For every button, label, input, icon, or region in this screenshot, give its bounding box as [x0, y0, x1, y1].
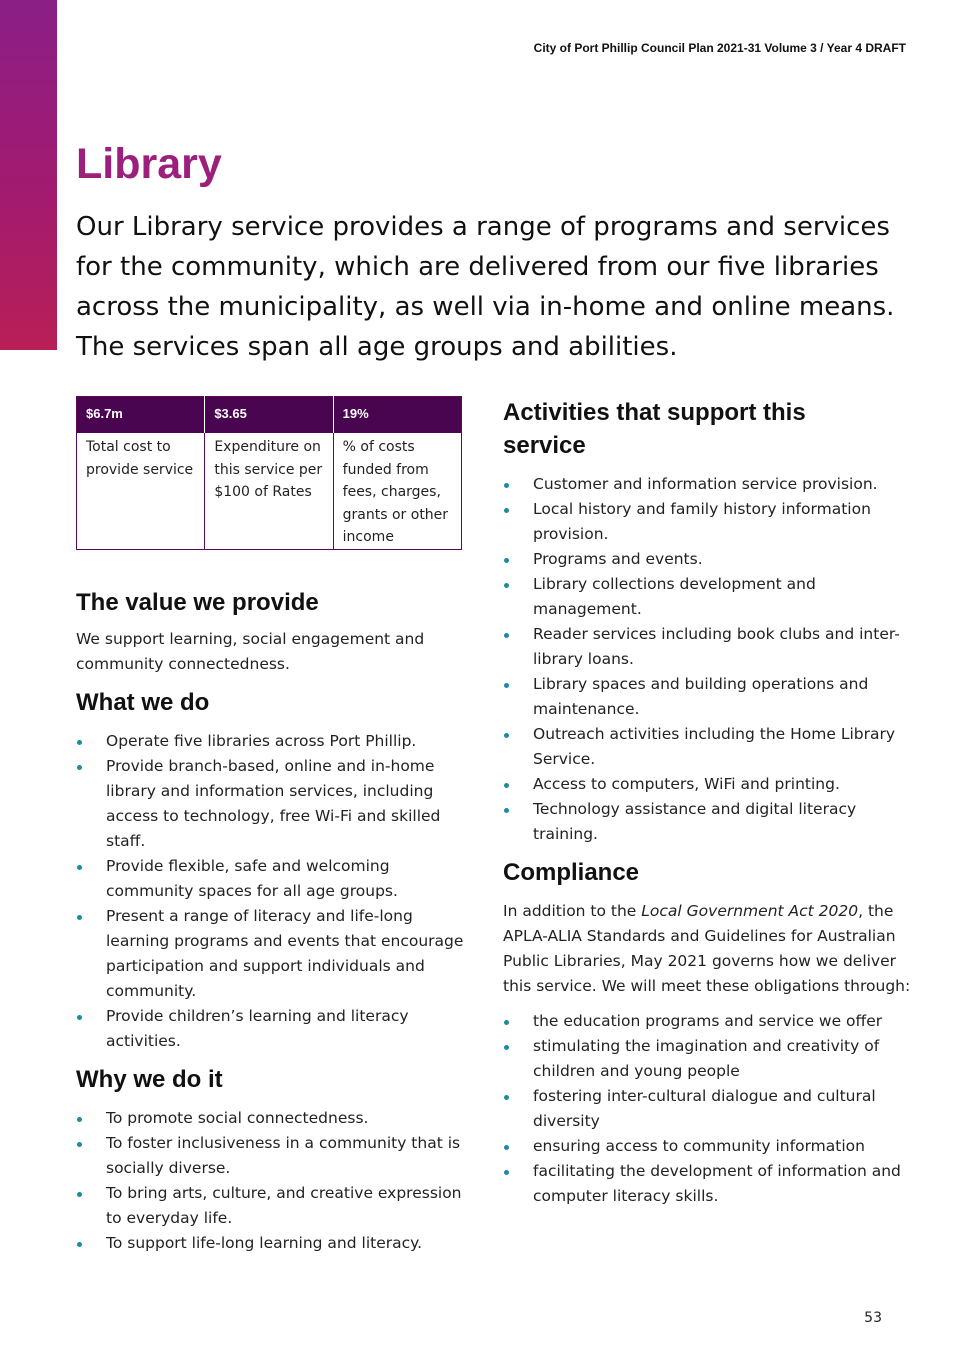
page-number: 53 — [864, 1310, 882, 1326]
value-heading: The value we provide — [76, 588, 319, 616]
right-column — [503, 396, 913, 1209]
list-item: Operate five libraries across Port Phillip. — [76, 729, 476, 754]
list-item: To promote social connectedness. — [76, 1106, 476, 1131]
decorative-side-bar — [0, 0, 57, 350]
list-item: Provide branch-based, online and in-home library and information services, including access to technology, free Wi-Fi and skilled staff. — [76, 754, 476, 854]
page-title: Library — [76, 140, 222, 188]
list-item: To support life-long learning and literacy. — [76, 1231, 476, 1256]
list-item: Programs and events. — [503, 547, 913, 572]
activities-heading: Activities that support this service — [503, 399, 806, 459]
compliance-text-start: In addition to the — [503, 902, 642, 920]
list-item: fostering inter-cultural dialogue and cultural diversity — [503, 1084, 913, 1134]
list-item: Present a range of literacy and life-long learning programs and events that encourage participation and support individuals and community. — [76, 904, 476, 1004]
list-item: ensuring access to community information — [503, 1134, 913, 1159]
stat-value-expenditure: $3.65 — [205, 397, 333, 434]
what-heading: What we do — [76, 688, 210, 716]
what-list — [76, 729, 476, 1054]
intro-paragraph: Our Library service provides a range of programs and services for the community, which are delivered from our five libraries across the municipality, as well via in-home and online means. The services span all age groups and abilities. — [76, 212, 895, 362]
compliance-list — [503, 1009, 913, 1209]
why-list — [76, 1106, 476, 1256]
activities-list — [503, 472, 913, 847]
list-item: To foster inclusiveness in a community that is socially diverse. — [76, 1131, 476, 1181]
stat-desc-funded: % of costs funded from fees, charges, grants or other income — [333, 433, 461, 549]
stat-value-cost: $6.7m — [77, 397, 205, 434]
compliance-heading: Compliance — [503, 859, 640, 886]
why-heading: Why we do it — [76, 1065, 223, 1093]
value-text: We support learning, social engagement and community connectedness. — [76, 629, 425, 673]
list-item: Library collections development and management. — [503, 572, 913, 622]
stat-value-funded: 19% — [333, 397, 461, 434]
list-item: Library spaces and building operations and maintenance. — [503, 672, 913, 722]
list-item: Reader services including book clubs and inter-library loans. — [503, 622, 913, 672]
compliance-text — [503, 899, 913, 999]
list-item: facilitating the development of information and computer literacy skills. — [503, 1159, 913, 1209]
list-item: Local history and family history information provision. — [503, 497, 913, 547]
list-item: To bring arts, culture, and creative expression to everyday life. — [76, 1181, 476, 1231]
running-header: City of Port Phillip Council Plan 2021-31 Volume 3 / Year 4 DRAFT — [533, 41, 906, 55]
stat-desc-cost: Total cost to provide service — [86, 439, 194, 478]
list-item: Provide flexible, safe and welcoming community spaces for all age groups. — [76, 854, 476, 904]
left-column — [76, 396, 476, 1256]
list-item: the education programs and service we offer — [503, 1009, 913, 1034]
list-item: Access to computers, WiFi and printing. — [503, 772, 913, 797]
list-item: Outreach activities including the Home Library Service. — [503, 722, 913, 772]
compliance-text-end: , the APLA-ALIA Standards and Guidelines for Australian Public Libraries, May 2021 governs how we deliver this service. We will meet these obligations through: — [503, 902, 911, 995]
stats-table — [76, 396, 462, 550]
list-item: Customer and information service provision. — [503, 472, 913, 497]
list-item: Provide children’s learning and literacy activities. — [76, 1004, 476, 1054]
list-item: stimulating the imagination and creativity of children and young people — [503, 1034, 913, 1084]
stat-desc-expenditure: Expenditure on this service per $100 of Rates — [205, 433, 333, 549]
list-item: Technology assistance and digital literacy training. — [503, 797, 913, 847]
act-name: Local Government Act 2020 — [641, 902, 859, 920]
